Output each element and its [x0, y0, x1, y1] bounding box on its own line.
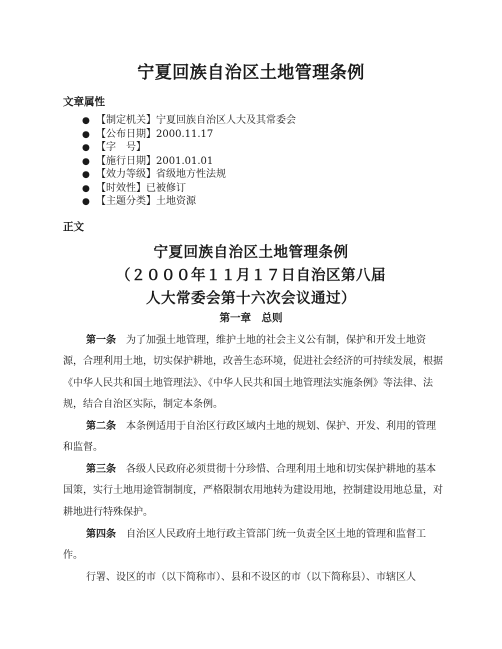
bullet-icon: ●: [82, 129, 90, 140]
article-text: 为了加强土地管理，维护土地的社会主义公有制，保护和开发土地资源，合理利用土地，切实保护耕地，改善生态环境，促进社会经济的可持续发展，根据《中华人民共和国土地管理法》、《中华人民共和国土地管理法实施条例》等法律、法规，结合自治区实际，制定本条例。: [63, 335, 443, 411]
article-number: 第二条: [86, 421, 116, 432]
bullet-icon: ●: [82, 183, 90, 194]
article-text: 自治区人民政府土地行政主管部门统一负责全区土地的管理和监督工作。: [63, 529, 426, 562]
attribute-item: ● 【主题分类】土地资源: [82, 195, 296, 209]
attribute-item: ● 【制定机关】宁夏回族自治区人大及其常委会: [82, 114, 296, 128]
article-paragraph: [63, 416, 443, 459]
attributes-list: [82, 114, 296, 209]
article-number: 第三条: [86, 464, 116, 475]
article-paragraph: [63, 567, 443, 588]
article-paragraph: [63, 459, 443, 523]
attributes-heading: 文章属性: [63, 96, 105, 108]
article-paragraph: [63, 330, 443, 416]
law-title: 宁夏回族自治区土地管理条例: [153, 245, 349, 261]
attribute-item: ● 【效力等级】省级地方性法规: [82, 168, 296, 182]
body-heading: 正文: [63, 221, 84, 233]
attribute-item: ● 【字 号】: [82, 141, 296, 155]
bullet-icon: ●: [82, 143, 90, 153]
article-text: 本条例适用于自治区行政区域内土地的规划、保护、开发、利用的管理和监督。: [63, 421, 436, 454]
bullet-icon: ●: [82, 156, 90, 167]
bullet-icon: ●: [82, 170, 90, 180]
attribute-item: ● 【施行日期】2001.01.01: [82, 155, 296, 169]
chapter-title: 第一章 总则: [219, 312, 283, 324]
bullet-icon: ●: [82, 197, 90, 207]
law-subtitle-line-2: 人大常委会第十六次会议通过）: [146, 291, 356, 307]
document-title: 宁夏回族自治区土地管理条例: [137, 63, 365, 83]
article-text: 行署、设区的市（以下简称市）、县和不设区的市（以下简称县）、市辖区人: [86, 572, 416, 583]
attribute-item: ● 【时效性】已被修订: [82, 182, 296, 196]
article-number: 第一条: [86, 335, 116, 346]
article-number: 第四条: [86, 529, 116, 540]
article-paragraph: [63, 524, 443, 567]
law-subtitle-line-1: （２０００年１１月１７日自治区第八届: [116, 268, 386, 284]
bullet-icon: ●: [82, 116, 90, 126]
article-text: 各级人民政府必须贯彻十分珍惜、合理利用土地和切实保护耕地的基本国策，实行土地用途管制制度，严格限制农用地转为建设用地，控制建设用地总量，对耕地进行特殊保护。: [63, 464, 443, 518]
attribute-item: ● 【公布日期】2000.11.17: [82, 128, 296, 142]
